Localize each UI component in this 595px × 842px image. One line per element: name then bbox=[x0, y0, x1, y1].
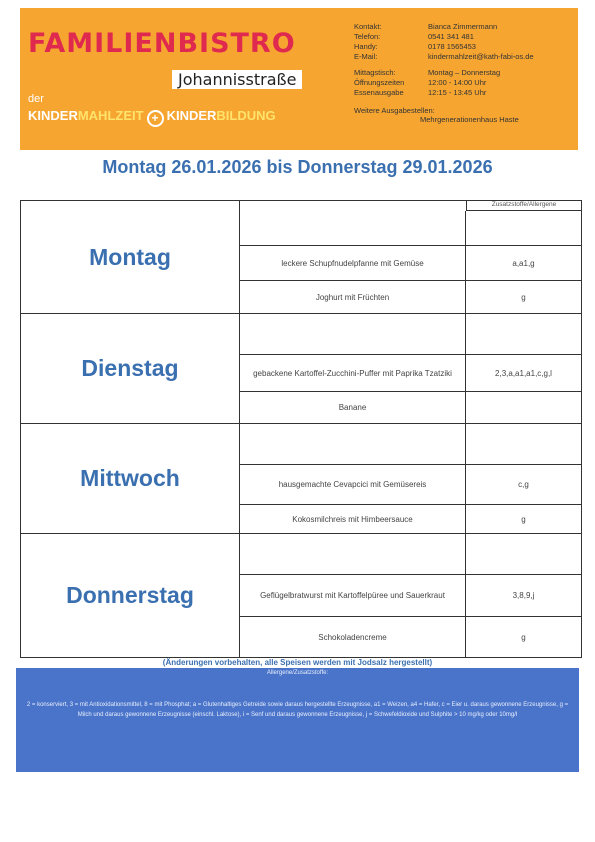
contact-row: Telefon: 0541 341 481 bbox=[354, 32, 474, 41]
day-block-donnerstag bbox=[21, 533, 581, 657]
allergen-cell: c,g bbox=[466, 465, 581, 505]
further-locations: Weitere Ausgabestellen: Mehrgenerationenhaus Haste bbox=[354, 106, 519, 124]
dish-cell: gebackene Kartoffel-Zucchini-Puffer mit Paprika Tzatziki bbox=[240, 355, 466, 392]
day-block-dienstag bbox=[21, 313, 581, 424]
brand-bildung: BILDUNG bbox=[216, 108, 276, 123]
brand-mahlzeit: MAHLZEIT bbox=[77, 108, 144, 123]
allergen-cell: 2,3,a,a1,a1,c,g,l bbox=[466, 355, 581, 392]
dish-cell bbox=[240, 423, 466, 465]
brand-der: der bbox=[28, 93, 44, 105]
dish-cell: Joghurt mit Früchten bbox=[240, 281, 466, 313]
allergen-cell bbox=[466, 392, 581, 423]
allergen-column-header: Zusatzstoffe/Allergene bbox=[466, 201, 581, 211]
day-label: Dienstag bbox=[21, 313, 240, 423]
brand-kinder-1: KINDER bbox=[28, 108, 78, 123]
allergen-cell: g bbox=[521, 632, 526, 642]
contact-row: Handy: 0178 1565453 bbox=[354, 42, 476, 51]
allergen-cell: g bbox=[521, 514, 526, 524]
dish-cell: Banane bbox=[240, 392, 466, 423]
plus-icon: + bbox=[147, 110, 164, 127]
allergen-legend: 2 = konserviert, 3 = mit Antioxidationsmittel, 8 = mit Phosphat; a = Glutenhaltiges Getreide sowie daraus hergestellte Erzeugnisse, a1 = Weizen, a4 = Hafer, c = Eier u. daraus gewonnene Erzeugnisse, g = Milch und daraus gewonnene Erzeugnisse (einschl. Laktose), i = Senf und daraus gewonnene Erzeugnisse, j = Schwefeldioxide und Sulphite > 10 mg/kg oder 10mg/l bbox=[26, 702, 569, 718]
allergen-cell bbox=[466, 423, 581, 465]
day-block-montag bbox=[21, 201, 581, 314]
menu-table bbox=[20, 200, 582, 658]
allergen-cell bbox=[466, 313, 581, 355]
day-label: Donnerstag bbox=[21, 533, 240, 657]
date-range-title: Montag 26.01.2026 bis Donnerstag 29.01.2026 bbox=[102, 157, 493, 177]
allergen-box bbox=[16, 668, 579, 772]
allergen-cell: a,a1,g bbox=[466, 246, 581, 281]
dish-cell: Kokosmilchreis mit Himbeersauce bbox=[240, 505, 466, 533]
allergen-cell bbox=[466, 533, 581, 575]
header-banner bbox=[20, 8, 578, 150]
hours-row: Mittagstisch: Montag – Donnerstag bbox=[354, 68, 501, 77]
allergen-title: Allergene/Zusatzstoffe: bbox=[266, 670, 329, 676]
email-link[interactable]: kindermahlzeit@kath-fabi-os.de bbox=[428, 52, 534, 61]
day-label: Montag bbox=[21, 201, 240, 313]
contact-block bbox=[354, 22, 534, 124]
brand-tagline bbox=[28, 108, 276, 127]
brand-title: FAMILIENBISTRO bbox=[28, 28, 296, 59]
dish-cell: Geflügelbratwurst mit Kartoffelpüree und Sauerkraut bbox=[240, 575, 466, 617]
contact-row: E-Mail: kindermahlzeit@kath-fabi-os.de bbox=[354, 52, 534, 61]
brand-location: Johannisstraße bbox=[172, 70, 302, 89]
day-label: Mittwoch bbox=[21, 423, 240, 533]
contact-row: Kontakt: Bianca Zimmermann bbox=[354, 22, 498, 31]
allergen-cell bbox=[466, 211, 581, 246]
dish-cell bbox=[240, 211, 466, 246]
day-block-mittwoch bbox=[21, 423, 581, 534]
brand-kinder-2: KINDER bbox=[166, 108, 217, 123]
dish-cell: Schokoladencreme bbox=[240, 617, 466, 657]
dish-cell: leckere Schupfnudelpfanne mit Gemüse bbox=[240, 246, 466, 281]
dish-cell bbox=[240, 533, 466, 575]
dish-cell bbox=[240, 313, 466, 355]
changes-notice: (Änderungen vorbehalten, alle Speisen werden mit Jodsalz hergestellt) bbox=[162, 658, 433, 667]
dish-cell: hausgemachte Cevapcici mit Gemüsereis bbox=[240, 465, 466, 505]
allergen-cell: g bbox=[521, 292, 526, 302]
hours-row: Öffnungszeiten 12:00 - 14:00 Uhr bbox=[354, 78, 487, 87]
hours-row: Essenausgabe 12:15 - 13:45 Uhr bbox=[354, 88, 487, 97]
allergen-cell: 3,8,9,j bbox=[466, 575, 581, 617]
